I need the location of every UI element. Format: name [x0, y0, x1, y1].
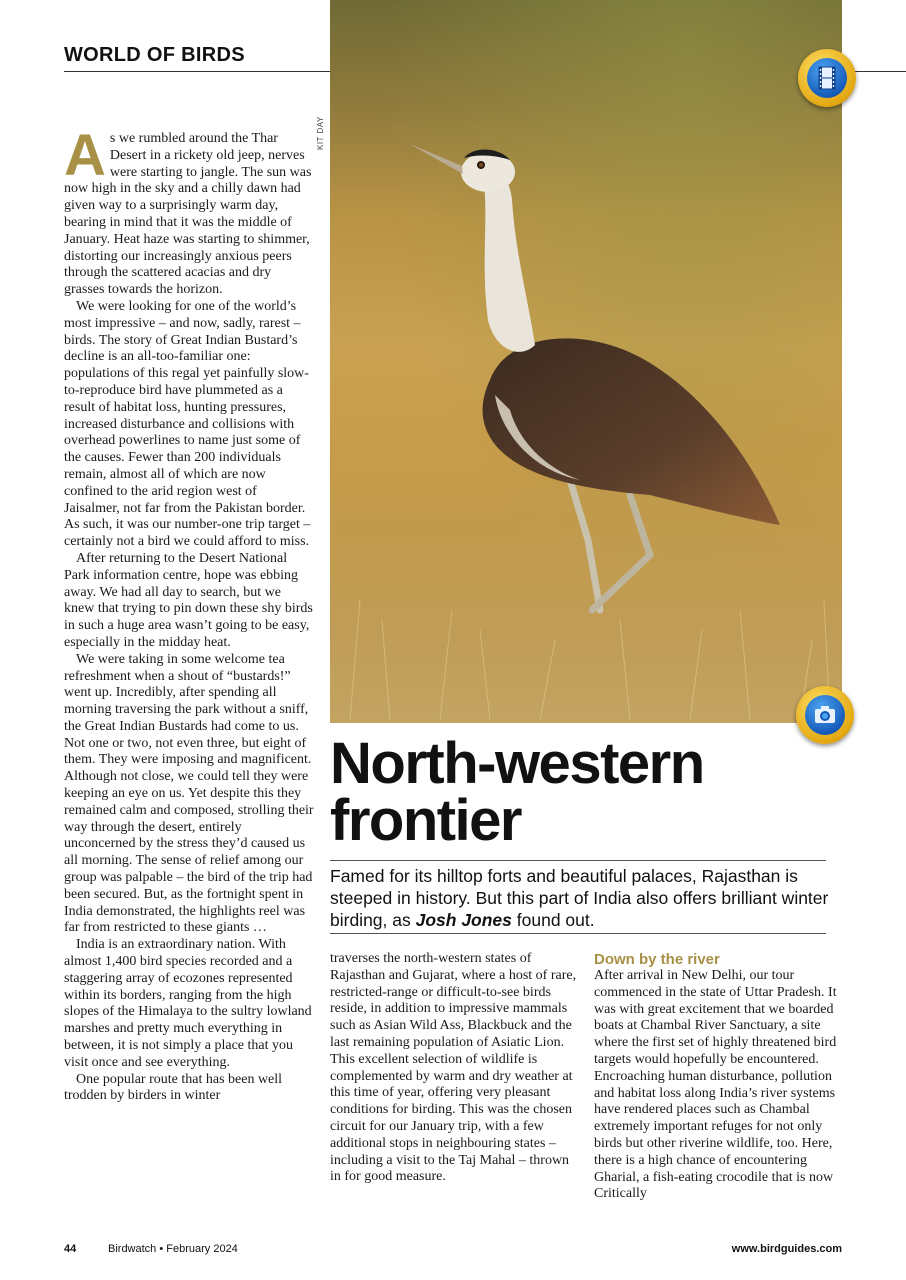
standfirst-text: Famed for its hilltop forts and beautiful palaces, Rajasthan is steeped in history. But this part of India also offers brilliant winter birding, as: [330, 866, 829, 930]
magazine-issue: Birdwatch • February 2024: [108, 1243, 238, 1255]
film-reel-icon: [807, 58, 847, 98]
headline: [330, 731, 890, 853]
paragraph-5: India is an extraordinary nation. With almost 1,400 bird species recorded and a staggering array of ecozones represented within its borders, ranging from the high slopes of the Himalaya to the sultry lowland marshes and pretty much everything in between, it is not simply a place that you visit once and see everything.: [64, 937, 312, 1070]
section-title: WORLD OF BIRDS: [64, 44, 245, 66]
standfirst-rule-bottom: [330, 933, 826, 934]
paragraph-3: After returning to the Desert National Park information centre, hope was ebbing away. We had all day to search, but we knew that trying to pin down these shy birds in such a huge area wasn’t going to be easy, especially in the midday heat.: [64, 550, 313, 650]
video-badge[interactable]: [798, 49, 856, 107]
paragraph-4: We were taking in some welcome tea refreshment when a shout of “bustards!” went up. Incredibly, after spending all morning traversing the park without a sniff, the Great Indian Bustards had come to us. Not one or two, not even three, but eight of them. They were imposing and magnificent. Although not close, we could tell they were keeping an eye on us. Yet despite this they remained calm and composed, strolling their way through the desert, entirely unconcerned by the stress they’d caused us all morning. The sense of relief among our group was palpable – the bird of the trip had been secured. But, as the fortnight spent in India demonstrated, the highlights reel was far from restricted to these giants …: [64, 651, 314, 936]
drop-cap: A: [64, 123, 106, 188]
paragraph-1: [64, 123, 314, 299]
bustard-photo: [330, 0, 842, 723]
header-rule: [64, 71, 330, 72]
standfirst-rule-top: [330, 860, 826, 861]
subhead: Down by the river: [594, 951, 720, 968]
paragraph-2: We were looking for one of the world’s most impressive – and now, sadly, rarest – birds. The story of Great Indian Bustard’s decline is an all-too-familiar one: populations of this regal yet painfully slow-to-reproduce bird have plummeted as a result of habitat loss, hunting pressures, increased disturbance and collisions with overhead powerlines to name just some of the causes. Fewer than 200 individuals remain, almost all of which are now confined to the arid region west of Jaisalmer, not far from the Pakistan border. As such, it was our number-one trip target – certainly not a bird we could afford to miss.: [64, 298, 311, 550]
standfirst-tail: found out.: [511, 910, 595, 930]
page-number: 44: [64, 1243, 77, 1255]
author-name: Josh Jones: [415, 910, 512, 930]
paragraph-6: One popular route that has been well trodden by birders in winter: [64, 1071, 283, 1104]
body-column-right: [594, 951, 844, 1203]
body-column-left: [64, 123, 314, 1105]
paragraph-right: After arrival in New Delhi, our tour commenced in the state of Uttar Pradesh. It was with great excitement that we boarded boats at Chambal River Sanctuary, a site where the first set of highly threatened bird targets would hopefully be encountered. Encroaching human disturbance, pollution and habitat loss along India’s river systems have rendered places such as Chambal extremely important refuges for not only birds but other riverine wildlife, too. Here, there is a high chance of encountering Gharial, a fish-eating crocodile that is now Critically: [594, 968, 837, 1202]
website-link[interactable]: www.birdguides.com: [731, 1243, 842, 1255]
body-column-middle: [330, 951, 582, 1186]
paragraph-1-text: s we rumbled around the Thar Desert in a rickety old jeep, nerves were starting to jangle. The sun was now high in the sky and a chilly dawn had given way to a surprisingly warm day, bearing in mind that it was the middle of January. Heat haze was starting to shimmer, distorting our increasingly anxious peers through the scattered acacias and dry grasses towards the horizon.: [64, 131, 312, 298]
headline-line-2: frontier: [330, 788, 521, 853]
bustard-illustration: [330, 0, 842, 723]
paragraph-middle: traverses the north-western states of Rajasthan and Gujarat, where a host of rare, restricted-range or difficult-to-see birds reside, in addition to impressive mammals such as Asian Wild Ass, Blackbuck and the last remaining population of Asiatic Lion. This excellent selection of wildlife is complemented by warm and dry weather at this time of year, offering very pleasant conditions for birding. This was the chosen circuit for our January trip, with a few additional stops in neighbouring states – including a visit to the Taj Mahal – thrown in for good measure.: [330, 951, 577, 1185]
headline-line-1: North-western: [330, 731, 704, 796]
camera-icon: [805, 695, 845, 735]
photo-credit: KIT DAY: [316, 116, 325, 150]
standfirst: [330, 865, 830, 931]
